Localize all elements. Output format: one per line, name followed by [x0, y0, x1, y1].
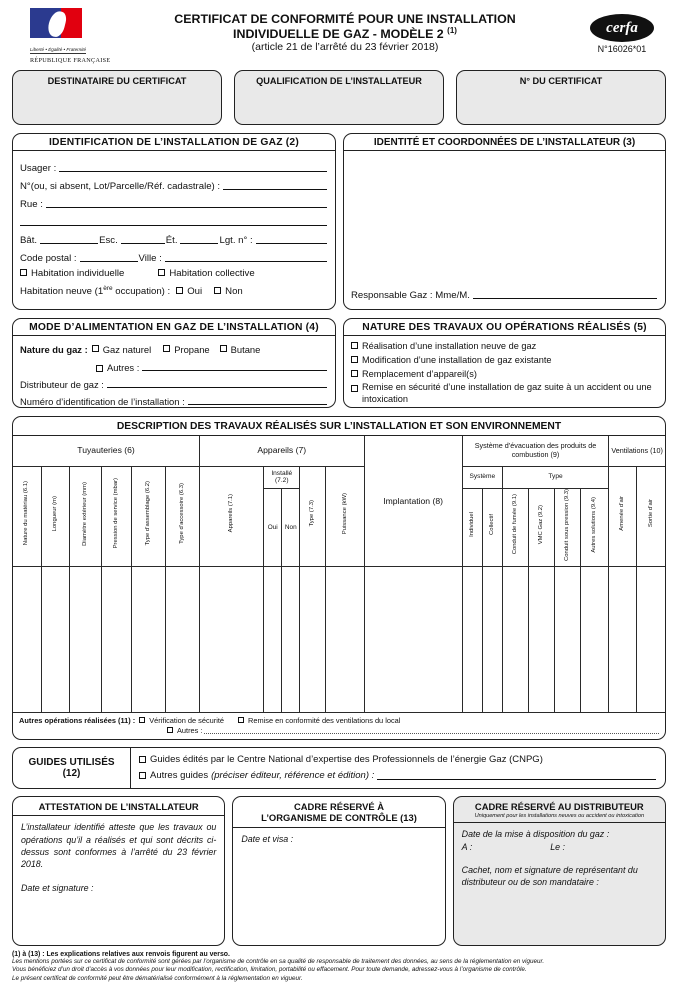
cell-non[interactable]	[282, 566, 300, 712]
checkbox-gaz-naturel[interactable]	[92, 345, 99, 352]
form-title	[112, 8, 578, 53]
cell-autres-solutions[interactable]	[581, 566, 609, 712]
distributeur-a-label[interactable]: A :	[461, 841, 473, 852]
cerfa-logo-icon: cerfa	[590, 14, 654, 42]
motto-text: Liberté • Égalité • Fraternité	[30, 47, 87, 52]
col-oui: Oui	[264, 488, 282, 566]
cerfa-block	[578, 8, 666, 54]
title-line-1: CERTIFICAT DE CONFORMITÉ POUR UNE INSTALLATION	[174, 12, 516, 26]
group-evacuation: Système d’évacuation des produits de combustion (9)	[462, 436, 608, 466]
col-collectif: Collectif	[482, 488, 502, 566]
cell-appareils[interactable]	[200, 566, 264, 712]
checkbox-guides-cnpg[interactable]	[139, 756, 146, 763]
code-postal-label: Code postal :	[20, 253, 77, 264]
checkbox-realisation-neuve[interactable]	[351, 342, 358, 349]
footer-line-2: Les mentions portées sur ce certificat de conformité sont gérées par l’organisme de contrôle en sa qualité de responsable de traitement des données, au sens de la réglementation en vigueur.	[12, 957, 545, 965]
travaux-item-1: Réalisation d’une installation neuve de gaz	[362, 341, 537, 351]
habitation-neuve-label: Habitation neuve (1ère occupation) :	[20, 284, 171, 298]
footer-line-4: Le présent certificat de conformité peut être dématérialisé conformément à la réglementation en vigueur.	[12, 975, 303, 983]
ville-label: Ville :	[138, 253, 162, 264]
checkbox-verification-securite[interactable]	[139, 717, 145, 723]
box-qualification-installateur[interactable]: QUALIFICATION DE L’INSTALLATEUR	[234, 70, 444, 125]
checkbox-autres-gaz[interactable]	[96, 365, 103, 372]
cell-conduit-pression[interactable]	[554, 566, 580, 712]
col-type-accessoire: Type d’accessoire (6.3)	[165, 466, 199, 566]
col-diametre-exterieur: Diamètre extérieur (mm)	[69, 466, 101, 566]
cell-accessoire[interactable]	[165, 566, 199, 712]
rue-entry-line-2[interactable]	[20, 216, 327, 226]
col-installe-7-2: Installé (7.2)	[264, 466, 300, 488]
distributeur-subtitle: Uniquement pour les installations neuves ou accident ou intoxication	[474, 813, 645, 820]
title-footnote-ref: (1)	[447, 26, 457, 35]
checkbox-remise-securite[interactable]	[351, 385, 358, 392]
section-identification-installation	[12, 133, 336, 310]
section-guides-utilises	[12, 747, 666, 789]
cell-type-7-3[interactable]	[300, 566, 326, 712]
section-2-title: IDENTIFICATION DE L’INSTALLATION DE GAZ (2)	[13, 134, 335, 151]
col-autres-solutions: Autres solutions (9.4)	[581, 488, 609, 566]
section-3-title: IDENTITÉ ET COORDONNÉES DE L’INSTALLATEUR (3)	[344, 134, 665, 151]
checkbox-habitation-neuve-non[interactable]	[214, 287, 221, 294]
checkbox-butane[interactable]	[220, 345, 227, 352]
section-cadre-distributeur	[453, 796, 666, 946]
bat-entry-line[interactable]	[40, 234, 98, 244]
autres-guides-label: Autres guides	[150, 770, 209, 782]
cell-longueur[interactable]	[41, 566, 69, 712]
checkbox-autres-guides[interactable]	[139, 772, 146, 779]
checkbox-propane[interactable]	[163, 345, 170, 352]
numero-entry-line[interactable]	[223, 180, 327, 190]
distributeur-le-label[interactable]: Le :	[550, 841, 565, 852]
travaux-item-4: Remise en sécurité d’une installation de gaz suite à un accident ou une intoxication	[362, 382, 652, 404]
responsable-gaz-entry-line[interactable]	[473, 289, 657, 299]
col-longueur: Longueur (m)	[41, 466, 69, 566]
guides-cnpg-label: Guides édités par le Centre National d’expertise des Professionnels de l’énergie Gaz (CNPG)	[150, 754, 543, 766]
group-ventilations: Ventilations (10)	[609, 436, 665, 466]
french-flag-icon	[30, 8, 82, 38]
travaux-item-2: Modification d’une installation de gaz existante	[362, 355, 552, 365]
date-mise-disposition-label[interactable]: Date de la mise à disposition du gaz :	[461, 829, 610, 840]
cell-sortie-air[interactable]	[637, 566, 665, 712]
organisme-title: CADRE RÉSERVÉ À L’ORGANISME DE CONTRÔLE (13)	[233, 797, 444, 829]
cell-amenee-air[interactable]	[609, 566, 637, 712]
section-attestation-installateur	[12, 796, 225, 946]
footer-notes	[12, 951, 666, 984]
cell-diametre[interactable]	[69, 566, 101, 712]
checkbox-remise-conformite-ventilations[interactable]	[238, 717, 244, 723]
checkbox-habitation-neuve-oui[interactable]	[176, 287, 183, 294]
guides-title: GUIDES UTILISÉS (12)	[13, 748, 131, 788]
description-table	[13, 436, 665, 713]
cell-assemblage[interactable]	[131, 566, 165, 712]
section-4-title: MODE D’ALIMENTATION EN GAZ DE L’INSTALLATION (4)	[13, 319, 335, 336]
checkbox-habitation-individuelle[interactable]	[20, 269, 27, 276]
cerfa-number: N°16026*01	[597, 44, 647, 54]
verification-securite-label: Vérification de sécurité	[149, 715, 225, 725]
habitation-individuelle-label: Habitation individuelle	[31, 267, 125, 279]
cachet-label[interactable]: Cachet, nom et signature de représentant du distributeur ou de son mandataire :	[461, 864, 638, 888]
et-label: Ét.	[165, 235, 178, 246]
lgt-entry-line[interactable]	[256, 234, 327, 244]
footer-line-1: (1) à (13) : Les explications relatives aux renvois figurent au verso.	[12, 950, 230, 958]
republique-text: RÉPUBLIQUE FRANÇAISE	[30, 57, 111, 64]
republique-francaise-logo	[12, 8, 112, 64]
col-type-7-3: Type (7.3)	[300, 466, 326, 566]
col-sortie-air: Sortie d’air	[637, 466, 665, 566]
box-numero-certificat[interactable]: N° DU CERTIFICAT	[456, 70, 666, 125]
description-table-title: DESCRIPTION DES TRAVAUX RÉALISÉS SUR L’INSTALLATION ET SON ENVIRONNEMENT	[13, 417, 665, 436]
col-individuel: Individuel	[462, 488, 482, 566]
col-appareils-7-1: Appareils (7.1)	[200, 466, 264, 566]
col-puissance: Puissance (kW)	[326, 466, 364, 566]
col-amenee-air: Amenée d’air	[609, 466, 637, 566]
butane-label: Butane	[230, 343, 261, 355]
checkbox-habitation-collective[interactable]	[158, 269, 165, 276]
cell-nature-materiau[interactable]	[13, 566, 41, 712]
table-entry-row	[13, 566, 665, 712]
title-subtitle: (article 21 de l’arrêté du 23 février 2018)	[251, 41, 439, 54]
nature-gaz-label: Nature du gaz :	[20, 343, 88, 355]
autres-gaz-entry-line[interactable]	[142, 361, 327, 371]
esc-label: Esc.	[99, 235, 118, 246]
date-visa-label[interactable]: Date et visa :	[241, 834, 294, 845]
col-type-assemblage: Type d’assemblage (6.2)	[131, 466, 165, 566]
propane-label: Propane	[174, 343, 210, 355]
col-type-9-header: Type	[502, 466, 608, 488]
cell-conduit-fumee[interactable]	[502, 566, 528, 712]
cell-individuel[interactable]	[462, 566, 482, 712]
cell-collectif[interactable]	[482, 566, 502, 712]
section-nature-travaux	[343, 318, 666, 408]
installateur-blank-area[interactable]	[344, 151, 665, 278]
group-tuyauteries: Tuyauteries (6)	[13, 436, 200, 466]
usager-label: Usager :	[20, 163, 57, 174]
ville-entry-line[interactable]	[165, 252, 327, 262]
section-cadre-organisme-controle	[232, 796, 445, 946]
travaux-item-3: Remplacement d’appareil(s)	[362, 369, 477, 379]
numero-identification-entry-line[interactable]	[188, 395, 327, 405]
form-header	[12, 8, 666, 66]
cell-pression[interactable]	[101, 566, 131, 712]
col-pression-service: Pression de service (mbar)	[101, 466, 131, 566]
col-non: Non	[282, 488, 300, 566]
cell-oui[interactable]	[264, 566, 282, 712]
habitation-collective-label: Habitation collective	[169, 267, 255, 279]
autres-operations-row	[13, 713, 665, 739]
section-mode-alimentation	[12, 318, 336, 408]
col-conduit-fumee: Conduit de fumée (9.1)	[502, 488, 528, 566]
attestation-date-signature-label[interactable]: Date et signature :	[21, 883, 94, 894]
section-description-travaux	[12, 416, 666, 740]
autres-operations-label: Autres opérations réalisées (11) :	[19, 715, 136, 725]
responsable-gaz-label: Responsable Gaz : Mme/M.	[351, 290, 470, 301]
distributeur-gaz-label: Distributeur de gaz :	[20, 379, 104, 390]
usager-entry-line[interactable]	[59, 162, 327, 172]
footer-line-3: Vous bénéficiez d’un droit d’accès à vos données pour leur modification, rectification, limitation, portabilité ou effacement. Pour toute demande, adressez-vous à l’organisme de contrôle.	[12, 966, 527, 974]
esc-entry-line[interactable]	[121, 234, 165, 244]
checkbox-modification-existante[interactable]	[351, 356, 358, 363]
cell-vmc-gaz[interactable]	[528, 566, 554, 712]
section-identite-installateur	[343, 133, 666, 310]
autres-gaz-label: Autres :	[107, 362, 140, 373]
cell-implantation[interactable]	[364, 566, 462, 712]
attestation-title: ATTESTATION DE L’INSTALLATEUR	[13, 797, 224, 817]
distributeur-entry-line[interactable]	[107, 378, 327, 388]
cell-puissance[interactable]	[326, 566, 364, 712]
remise-conformite-label: Remise en conformité des ventilations du local	[248, 715, 401, 725]
distributeur-title: CADRE RÉSERVÉ AU DISTRIBUTEUR Uniquement pour les installations neuves ou accident ou intoxication	[454, 797, 665, 824]
top-boxes-row	[12, 70, 666, 125]
autres-operations-autres-label: Autres :	[177, 725, 203, 735]
attestation-body: L’installateur identifié atteste que les travaux ou opérations qu’il a réalisés et qui sont décrits ci-dessus sont conformes à l’arrêté du 23 février 2018.	[21, 822, 217, 870]
section-5-title: NATURE DES TRAVAUX OU OPÉRATIONS RÉALISÉS (5)	[344, 319, 665, 336]
gaz-naturel-label: Gaz naturel	[102, 343, 152, 355]
title-line-2: INDIVIDUELLE DE GAZ - MODÈLE 2 $^{(1)}$	[233, 26, 457, 42]
col-systeme-header: Système	[462, 466, 502, 488]
code-postal-entry-line[interactable]	[80, 252, 138, 262]
lgt-label: Lgt. n° :	[219, 235, 253, 246]
et-entry-line[interactable]	[180, 234, 218, 244]
box-destinataire-certificat[interactable]: DESTINATAIRE DU CERTIFICAT	[12, 70, 222, 125]
autres-operations-entry-line[interactable]	[204, 726, 659, 734]
oui-label: Oui	[187, 285, 203, 297]
checkbox-autres-operations[interactable]	[167, 727, 173, 733]
checkbox-remplacement-appareils[interactable]	[351, 370, 358, 377]
autres-guides-entry-line[interactable]	[377, 770, 656, 780]
col-nature-materiau: Nature du matériau (6.1)	[13, 466, 41, 566]
rue-label: Rue :	[20, 199, 43, 210]
group-appareils: Appareils (7)	[200, 436, 364, 466]
autres-guides-precision-label: (préciser éditeur, référence et édition) :	[211, 770, 375, 782]
col-conduit-sous-pression: Conduit sous pression (9.3)	[554, 488, 580, 566]
bat-label: Bât.	[20, 235, 38, 246]
col-vmc-gaz: VMC Gaz (9.2)	[528, 488, 554, 566]
rue-entry-line[interactable]	[46, 198, 327, 208]
numero-label: N°(ou, si absent, Lot/Parcelle/Réf. cadastrale) :	[20, 181, 221, 192]
non-label: Non	[225, 285, 243, 297]
group-implantation: Implantation (8)	[364, 436, 462, 566]
numero-identification-label: Numéro d’identification de l’installation :	[20, 396, 185, 407]
